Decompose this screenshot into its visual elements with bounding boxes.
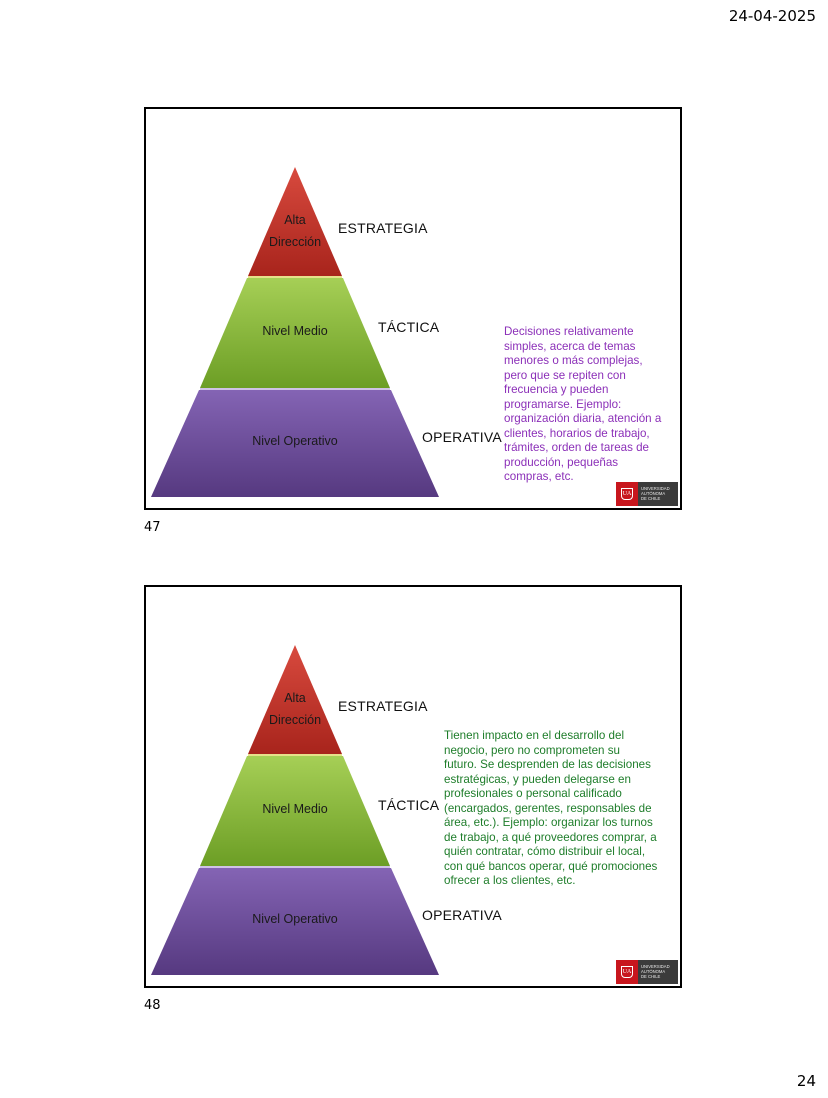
slide-47 (144, 107, 682, 510)
pyramid-top-label: Alta Dirección (268, 213, 322, 249)
pyramid-bottom-label: Nivel Operativo (252, 912, 338, 926)
operativa-label: OPERATIVA (422, 429, 502, 445)
tactica-label: TÁCTICA (378, 319, 440, 335)
pyramid-middle-label: Nivel Medio (262, 802, 328, 816)
shield-icon: UA (616, 482, 638, 506)
shield-icon: UA (616, 960, 638, 984)
page-date: 24-04-2025 (728, 7, 816, 25)
slide-description: Tienen impacto en el desarrollo del negocio, pero no comprometen su futuro. Se desprenden de las decisiones estratégicas, y pueden delegarse en profesionales o personal calificado (encargados, gerentes, responsables de área, etc.). Ejemplo: organizar los turnos de trabajo, a qué proveedores comprar, a quién contratar, cómo distribuir el local, con qué bancos operar, qué promociones ofrecer a los clientes, etc. (444, 729, 658, 887)
slide-description: Decisiones relativamente simples, acerca de temas menores o más complejas, pero que se repiten con frecuencia y pueden programarse. Ejemplo: organización diaria, atención a clientes, horarios de trabajo, trámites, orden de tareas de producción, pequeñas compras, etc. (504, 325, 662, 483)
university-logo: UA UNIVERSIDAD AUTÓNOMA DE CHILE (616, 960, 678, 984)
university-logo: UA UNIVERSIDAD AUTÓNOMA DE CHILE (616, 482, 678, 506)
page-number: 24 (796, 1072, 816, 1090)
slide-number: 47 (144, 520, 161, 535)
pyramid-middle-label: Nivel Medio (262, 324, 328, 338)
estrategia-label: ESTRATEGIA (338, 220, 428, 236)
tactica-label: TÁCTICA (378, 797, 440, 813)
slide-number: 48 (144, 998, 161, 1013)
pyramid-bottom-label: Nivel Operativo (252, 434, 338, 448)
estrategia-label: ESTRATEGIA (338, 698, 428, 714)
operativa-label: OPERATIVA (422, 907, 502, 923)
pyramid-top-label: Alta Dirección (268, 691, 322, 727)
slide-48 (144, 585, 682, 988)
